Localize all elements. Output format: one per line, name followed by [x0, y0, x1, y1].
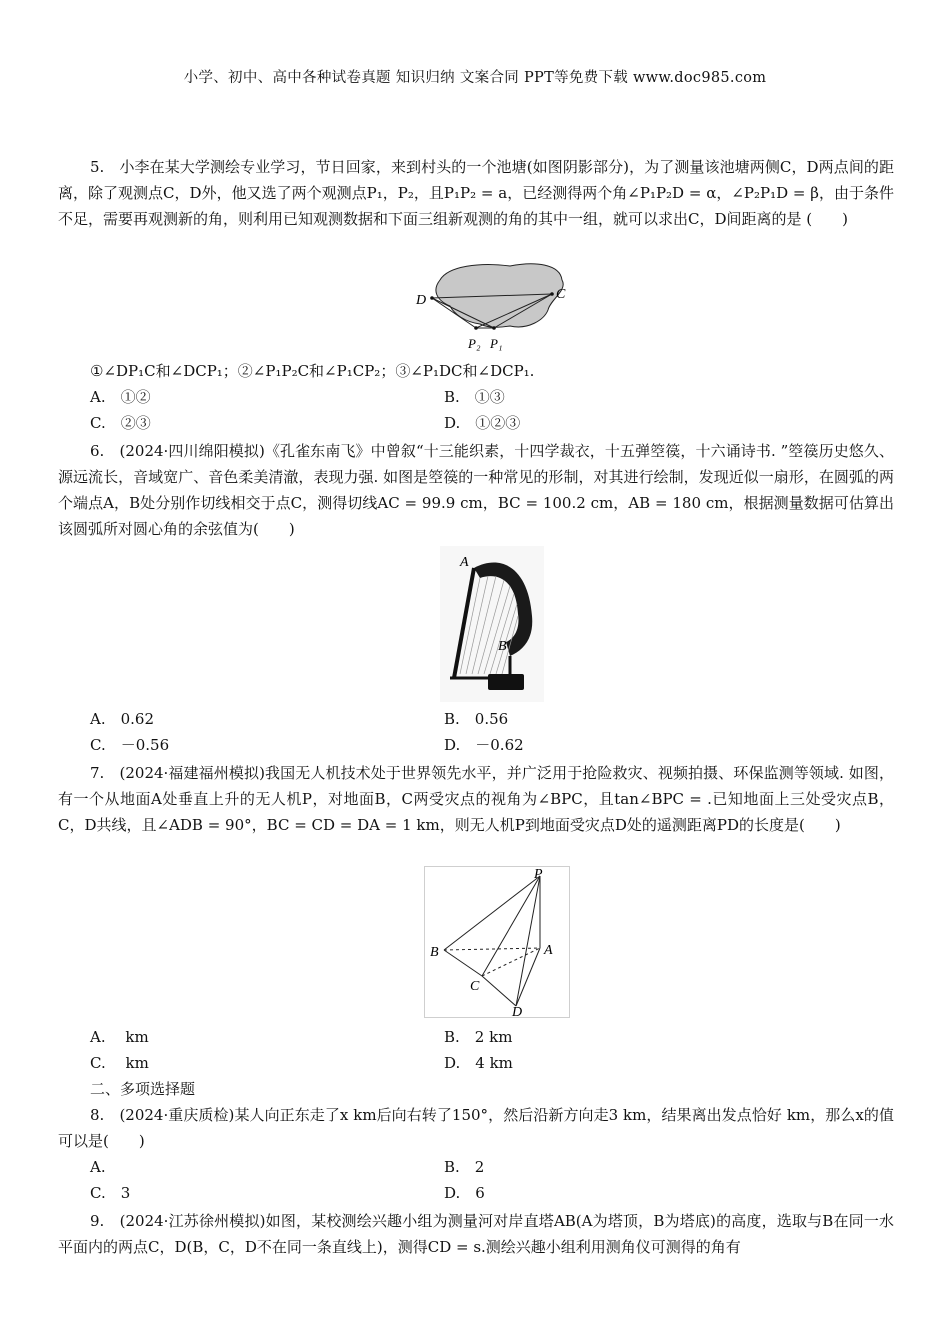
label-C: C [556, 287, 566, 302]
q7-option-b[interactable]: B. 2 km [444, 1028, 513, 1046]
q8-option-c[interactable]: C. 3 [90, 1184, 131, 1202]
label-P2: P₂ [468, 336, 481, 351]
q5-option-d[interactable]: D. ①②③ [444, 414, 521, 432]
q6-option-d[interactable]: D. －0.62 [444, 736, 524, 754]
q7-option-a[interactable]: A. km [90, 1028, 149, 1046]
q6-option-a[interactable]: A. 0.62 [90, 710, 154, 728]
q9-text: 9. (2024·江苏徐州模拟)如图，某校测绘兴趣小组为测量河对岸直塔AB(A为塔顶，B为塔底)的高度，选取与B在同一水平面内的两点C，D(B，C，D不在同一条直线上)，测得CD = s.测绘兴趣小组利用测角仪可测得的角有 [58, 1212, 894, 1256]
label-P: P [534, 867, 543, 882]
q8-option-a[interactable]: A. [90, 1158, 106, 1176]
label-D: D [512, 1005, 523, 1018]
q7-option-d[interactable]: D. 4 km [444, 1054, 513, 1072]
q5-conditions: ①∠DP₁C和∠DCP₁；②∠P₁P₂C和∠P₁CP₂；③∠P₁DC和∠DCP₁. [90, 362, 535, 380]
label-D: D [416, 293, 427, 308]
label-B: B [498, 639, 507, 654]
q6-text: 6. (2024·四川绵阳模拟)《孔雀东南飞》中曾叙“十三能织素，十四学裁衣，十五弹箜篌，十六诵诗书. ”箜篌历史悠久、源远流长，音域宽广、音色柔美清澈，表现力强. 如图是箜篌的一种常见的形制，对其进行绘制，发现近似一扇形，在圆弧的两个端点A，B处分别作切线相交于点C，测得切线AC = 99.9 cm，BC = 100.2 cm，AB = 180 cm，根据测量数据可估算出该圆弧所对圆心角的余弦值为( ) [58, 442, 894, 538]
q8-option-b[interactable]: B. 2 [444, 1158, 485, 1176]
q7-option-c[interactable]: C. km [90, 1054, 149, 1072]
q5-pond-figure [410, 258, 580, 356]
q7-text: 7. (2024·福建福州模拟)我国无人机技术处于世界领先水平，并广泛用于抢险救灾、视频拍摄、环保监测等领域. 如图，有一个从地面A处垂直上升的无人机P，对地面B，C两受灾点的视角为∠BPC，且tan∠BPC = .已知地面上三处受灾点B，C，D共线，且∠ADB = 90°，BC = CD = DA = 1 km，则无人机P到地面受灾点D处的遥测距离PD的长度是( ) [58, 764, 894, 834]
section-title-multiple-choice: 二、多项选择题 [90, 1080, 196, 1098]
q6-option-c[interactable]: C. －0.56 [90, 736, 170, 754]
label-A: A [460, 555, 469, 570]
q8-text: 8. (2024·重庆质检)某人向正东走了x km后向右转了150°，然后沿新方向走3 km，结果离出发点恰好 km，那么x的值可以是( ) [58, 1106, 894, 1150]
label-B: B [430, 945, 439, 960]
q5-text: 5. 小李在某大学测绘专业学习，节日回家，来到村头的一个池塘(如图阴影部分)，为了测量该池塘两侧C，D两点间的距离，除了观测点C，D外，他又选了两个观测点P₁，P₂，且P₁P₂ = a，已经测得两个角∠P₁P₂D = α，∠P₂P₁D = β，由于条件不足，需要再观测新的角，则利用已知观测数据和下面三组新观测的角的其中一组，就可以求出C，D间距离的是 ( ) [58, 158, 894, 228]
label-P1: P₁ [490, 336, 503, 351]
label-A: A [544, 943, 553, 958]
q6-option-b[interactable]: B. 0.56 [444, 710, 509, 728]
q5-option-a[interactable]: A. ①② [90, 388, 151, 406]
q7-drone-figure [424, 866, 570, 1018]
label-C: C [470, 979, 480, 994]
q6-harp-figure [440, 546, 544, 702]
page-header: 小学、初中、高中各种试卷真题 知识归纳 文案合同 PPT等免费下载 www.doc985.com [183, 70, 767, 86]
q5-option-c[interactable]: C. ②③ [90, 414, 151, 432]
q8-option-d[interactable]: D. 6 [444, 1184, 485, 1202]
q5-option-b[interactable]: B. ①③ [444, 388, 505, 406]
